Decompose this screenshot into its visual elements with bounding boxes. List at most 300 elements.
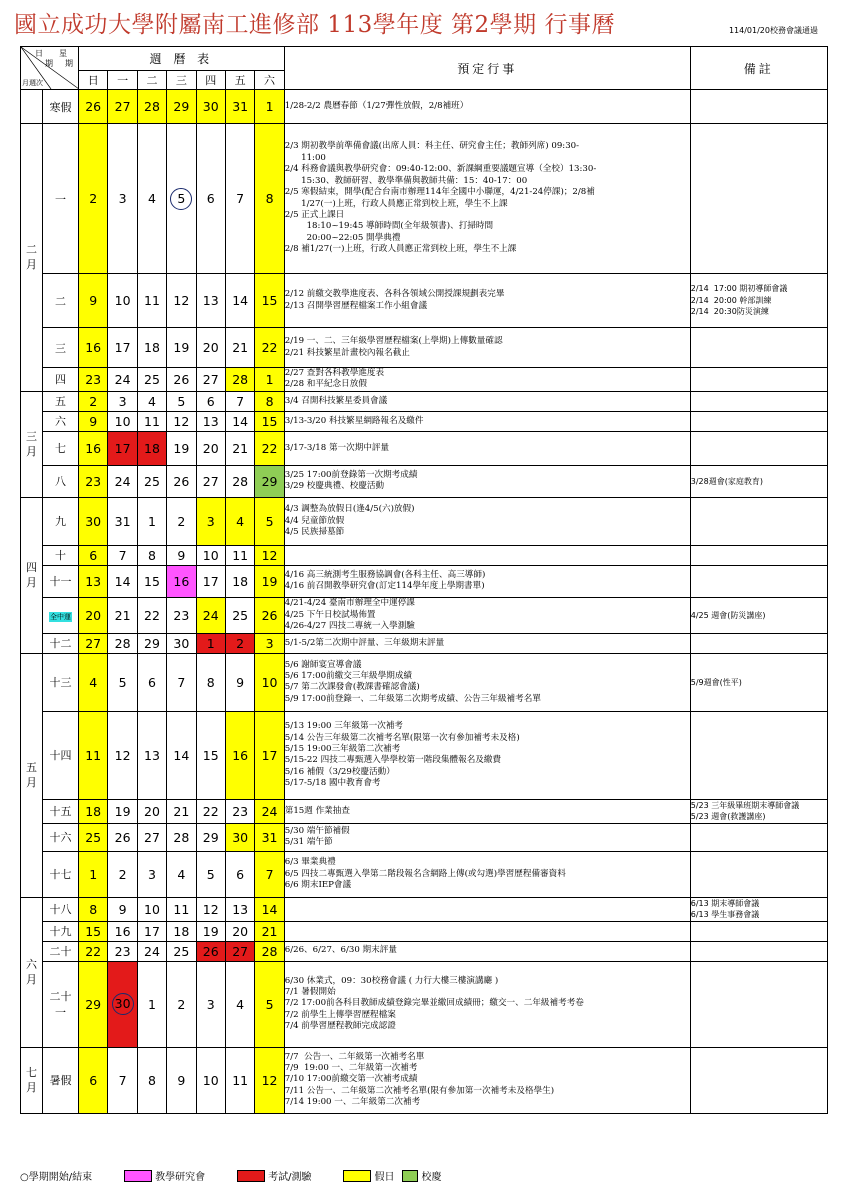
week-label: 十七: [43, 851, 79, 897]
day-cell: 19: [255, 565, 284, 597]
day-cell: 19: [108, 799, 137, 823]
calendar-row: [21, 1047, 828, 1113]
day-cell: 9: [108, 897, 137, 921]
day-cell: 20: [225, 921, 254, 941]
legend-anniversary: [402, 1168, 441, 1183]
day-cell: 1: [137, 961, 166, 1047]
day-cell: 22: [137, 597, 166, 633]
week-label: 暑假: [43, 1047, 79, 1113]
day-cell: 9: [167, 1047, 196, 1113]
day-cell: 22: [79, 941, 108, 961]
day-cell: 14: [225, 274, 254, 328]
day-cell: 8: [137, 545, 166, 565]
month-cell-feb: 二 月: [21, 124, 43, 392]
day-cell: 20: [79, 597, 108, 633]
day-cell: 18: [79, 799, 108, 823]
events-cell: 4/21-4/24 臺南市辦理全中運停課 4/25 下午日校試場佈置 4/26-4/27 四技二專統一入學測驗: [284, 597, 690, 633]
day-cell: 6: [79, 545, 108, 565]
legend-exam: [237, 1168, 311, 1183]
week-label: 六: [43, 411, 79, 431]
day-cell: 5: [108, 653, 137, 711]
week-label: 九: [43, 497, 79, 545]
notes-cell: 6/13 期末導師會議 6/13 學生事務會議: [690, 897, 827, 921]
day-cell: 10: [255, 653, 284, 711]
calendar-row: [21, 90, 828, 124]
week-label: 十四: [43, 711, 79, 799]
day-cell: 27: [108, 90, 137, 124]
day-cell: 19: [167, 328, 196, 368]
week-label: 十八: [43, 897, 79, 921]
day-cell: 8: [255, 124, 284, 274]
notes-cell: [690, 961, 827, 1047]
day-cell: 15: [137, 565, 166, 597]
calendar-table: [20, 46, 828, 1114]
day-cell: 15: [196, 711, 225, 799]
day-cell: 6: [225, 851, 254, 897]
day-cell: 8: [196, 653, 225, 711]
week-label: 八: [43, 465, 79, 497]
day-cell: 31: [225, 90, 254, 124]
day-header-fri: 五: [225, 71, 254, 90]
day-cell: 16: [79, 328, 108, 368]
month-cell-mar: 三 月: [21, 391, 43, 497]
calendar-row: [21, 823, 828, 851]
day-cell: 10: [108, 274, 137, 328]
calendar-row: [21, 368, 828, 392]
week-label: 十六: [43, 823, 79, 851]
day-cell: 17: [108, 328, 137, 368]
day-cell: 28: [255, 941, 284, 961]
events-cell: 6/26、6/27、6/30 期末評量: [284, 941, 690, 961]
day-cell: 27: [79, 633, 108, 653]
day-cell: 14: [255, 897, 284, 921]
corner-month-label: 月週次: [22, 79, 43, 87]
legend-anniversary-swatch: [402, 1170, 418, 1182]
day-cell: 15: [255, 411, 284, 431]
calendar-row: [21, 431, 828, 465]
day-cell: 7: [255, 851, 284, 897]
day-header-mon: 一: [108, 71, 137, 90]
day-cell: 18: [225, 565, 254, 597]
day-cell: 26: [167, 465, 196, 497]
day-cell: 31: [108, 497, 137, 545]
day-cell: 1: [196, 633, 225, 653]
events-cell: 7/7 公告一、二年級第一次補考名單 7/9 19:00 一、二年級第一次補考 7/10 17:00前繳交第一次補考成績 7/11 公告一、二年級第二次補考名單(限有參加第一次補考未及格學生) 7/14 19:00 一、二年級第二次補考: [284, 1047, 690, 1113]
notes-cell: [690, 431, 827, 465]
corner-diagonal: [21, 47, 79, 89]
day-cell: 25: [167, 941, 196, 961]
day-cell: 3: [196, 961, 225, 1047]
day-cell: 18: [167, 921, 196, 941]
notes-cell: [690, 545, 827, 565]
day-cell: 11: [137, 274, 166, 328]
week-label: 十二: [43, 633, 79, 653]
calendar-row: [21, 391, 828, 411]
calendar-row: [21, 545, 828, 565]
month-cell-may: 五 月: [21, 653, 43, 897]
day-cell: 24: [108, 465, 137, 497]
day-cell: 27: [137, 823, 166, 851]
week-label: 二十 一: [43, 961, 79, 1047]
day-cell: 4: [79, 653, 108, 711]
day-cell: 5: [196, 851, 225, 897]
day-cell: 26: [255, 597, 284, 633]
day-cell: 22: [255, 328, 284, 368]
events-cell: 3/4 召開科技繁星委員會議: [284, 391, 690, 411]
page-title: 國立成功大學附屬南工進修部 113學年度 第2學期 行事曆: [14, 12, 615, 38]
calendar-row: [21, 711, 828, 799]
day-cell: 9: [225, 653, 254, 711]
week-label: [43, 597, 79, 633]
calendar-row: [21, 411, 828, 431]
events-cell: 2/12 前繳交教學進度表、各科各領域公開授課規劃表完畢 2/13 召開學習歷程檔案工作小組會議: [284, 274, 690, 328]
day-cell: 4: [167, 851, 196, 897]
legend-start-end: [20, 1168, 92, 1183]
day-cell: 23: [225, 799, 254, 823]
day-cell: 24: [137, 941, 166, 961]
week-label: 十: [43, 545, 79, 565]
notes-cell: 4/25 週會(防災講座): [690, 597, 827, 633]
notes-cell: [690, 921, 827, 941]
legend-research-label: 教學研究會: [155, 1172, 206, 1183]
calendar-row: [21, 961, 828, 1047]
week-label: 寒假: [43, 90, 79, 124]
day-cell: 3: [137, 851, 166, 897]
events-cell: 第15週 作業抽查: [284, 799, 690, 823]
day-cell: 27: [196, 368, 225, 392]
notes-cell: [690, 1047, 827, 1113]
day-cell: 19: [167, 431, 196, 465]
day-cell: 21: [167, 799, 196, 823]
day-cell: 5: [167, 391, 196, 411]
day-cell: 3: [255, 633, 284, 653]
events-cell: 3/17-3/18 第一次期中評量: [284, 431, 690, 465]
day-cell: 12: [108, 711, 137, 799]
day-cell: 2: [79, 391, 108, 411]
day-cell: 4: [137, 124, 166, 274]
day-cell: 12: [196, 897, 225, 921]
day-cell: 30: [196, 90, 225, 124]
day-cell: 27: [225, 941, 254, 961]
day-cell: 17: [255, 711, 284, 799]
events-cell: 6/30 休業式，09：30校務會議 ( 力行大樓三樓演講廳 ) 7/1 暑假開始 7/2 17:00前各科目教師成績登錄完畢並繳回成績冊；繳交一、二年級補考考卷 7/2 前學生上傳學習歷程檔案 7/4 前學習歷程教師完成認證: [284, 961, 690, 1047]
day-cell: 25: [79, 823, 108, 851]
notes-cell: [690, 124, 827, 274]
week-label: 五: [43, 391, 79, 411]
day-cell: 7: [225, 124, 254, 274]
events-cell: 3/13-3/20 科技繁星網路報名及繳件: [284, 411, 690, 431]
day-cell: 28: [225, 368, 254, 392]
events-cell: 3/25 17:00前登錄第一次期考成績 3/29 校慶典禮、校慶活動: [284, 465, 690, 497]
month-cell-apr: 四 月: [21, 497, 43, 653]
day-cell: 28: [108, 633, 137, 653]
day-cell: 21: [225, 328, 254, 368]
day-cell: 2: [167, 497, 196, 545]
legend-holiday-label: 假日: [374, 1172, 395, 1183]
day-cell: 2: [225, 633, 254, 653]
calendar-row: [21, 941, 828, 961]
day-cell: 13: [79, 565, 108, 597]
day-cell: 18: [137, 431, 166, 465]
day-cell: 23: [79, 368, 108, 392]
day-cell: 17: [137, 921, 166, 941]
day-cell: 19: [196, 921, 225, 941]
calendar-row: [21, 465, 828, 497]
day-cell: 15: [79, 921, 108, 941]
day-cell: 29: [255, 465, 284, 497]
calendar-row: [21, 897, 828, 921]
day-cell: 17: [108, 431, 137, 465]
corner-period-label: 期: [45, 59, 53, 68]
legend-holiday-swatch: [343, 1170, 371, 1182]
day-cell: 3: [108, 391, 137, 411]
day-header-wed: 三: [167, 71, 196, 90]
events-cell: 6/3 畢業典禮 6/5 四技二專甄選入學第二階段報名含網路上傳(或勾選)學習歷程備審資料 6/6 期末IEP會議: [284, 851, 690, 897]
day-cell: 8: [255, 391, 284, 411]
notes-cell: 3/28週會(家庭教育): [690, 465, 827, 497]
day-cell: 6: [137, 653, 166, 711]
notes-cell: [690, 411, 827, 431]
day-cell: 30: [167, 633, 196, 653]
events-header: 預定行事: [284, 47, 690, 90]
day-cell: 24: [255, 799, 284, 823]
day-cell: 28: [225, 465, 254, 497]
events-cell: 5/30 端午節補假 5/31 端午節: [284, 823, 690, 851]
day-cell: 2: [167, 961, 196, 1047]
day-cell: 22: [196, 799, 225, 823]
notes-cell: [690, 328, 827, 368]
day-cell: [108, 961, 137, 1047]
day-cell: 18: [137, 328, 166, 368]
corner-day-label: 日: [35, 49, 43, 58]
calendar-row: [21, 921, 828, 941]
day-cell: 27: [196, 465, 225, 497]
day-header-sat: 六: [255, 71, 284, 90]
month-cell-jun: 六 月: [21, 897, 43, 1047]
notes-cell: [690, 941, 827, 961]
notes-cell: [690, 633, 827, 653]
corner-header: [21, 47, 79, 90]
calendar-row: [21, 328, 828, 368]
day-cell: 20: [137, 799, 166, 823]
notes-cell: [690, 851, 827, 897]
day-cell: 29: [79, 961, 108, 1047]
day-cell: 4: [225, 961, 254, 1047]
legend-start-end-label: ○學期開始/結束: [20, 1172, 93, 1183]
day-cell: 5: [255, 497, 284, 545]
day-cell: 16: [108, 921, 137, 941]
day-cell: 9: [167, 545, 196, 565]
day-cell: 13: [196, 274, 225, 328]
day-cell: 24: [108, 368, 137, 392]
legend-anniversary-label: 校慶: [421, 1172, 442, 1183]
day-cell: 7: [167, 653, 196, 711]
day-cell: 2: [108, 851, 137, 897]
notes-header: 備註: [690, 47, 827, 90]
day-cell: 14: [225, 411, 254, 431]
events-cell: 5/1-5/2第二次期中評量、三年級期末評量: [284, 633, 690, 653]
day-header-tue: 二: [137, 71, 166, 90]
day-cell: 4: [225, 497, 254, 545]
calendar-row: [21, 124, 828, 274]
day-cell: 11: [167, 897, 196, 921]
day-cell: 3: [108, 124, 137, 274]
week-label: 七: [43, 431, 79, 465]
day-cell: 1: [255, 90, 284, 124]
day-cell: 11: [225, 1047, 254, 1113]
day-cell: 16: [225, 711, 254, 799]
calendar-row: [21, 597, 828, 633]
week-label: 四: [43, 368, 79, 392]
day-cell: 13: [196, 411, 225, 431]
day-cell: 26: [108, 823, 137, 851]
day-cell: 8: [137, 1047, 166, 1113]
day-cell: 23: [167, 597, 196, 633]
day-cell: 17: [196, 565, 225, 597]
day-cell: 14: [167, 711, 196, 799]
day-cell: 26: [79, 90, 108, 124]
events-cell: 2/19 一、二、三年級學習歷程檔案(上學期)上傳數量確認 2/21 科技繁星計畫校內報名截止: [284, 328, 690, 368]
calendar-row: [21, 799, 828, 823]
month-cell-jul: 七 月: [21, 1047, 43, 1113]
events-cell: [284, 545, 690, 565]
week-label: 三: [43, 328, 79, 368]
day-cell: 1: [137, 497, 166, 545]
week-table-header: 週 曆 表: [79, 47, 285, 71]
corner-period2-label: 期: [65, 59, 73, 68]
day-cell: 13: [137, 711, 166, 799]
day-cell: 23: [108, 941, 137, 961]
day-cell: 13: [225, 897, 254, 921]
day-cell: 9: [79, 274, 108, 328]
day-cell: 21: [225, 431, 254, 465]
day-cell: 24: [196, 597, 225, 633]
day-cell: 22: [255, 431, 284, 465]
day-cell: 20: [196, 431, 225, 465]
day-cell: 15: [255, 274, 284, 328]
day-cell: 28: [137, 90, 166, 124]
day-cell: 16: [79, 431, 108, 465]
calendar-row: [21, 653, 828, 711]
calendar-row: [21, 497, 828, 545]
calendar-row: [21, 851, 828, 897]
events-cell: 2/27 查對各科教學進度表 2/28 和平紀念日放假: [284, 368, 690, 392]
notes-cell: [690, 711, 827, 799]
events-cell: 4/16 高三統測考生服務協調會(各科主任、高三導師) 4/16 前召開教學研究會(訂定114學年度上學期書單): [284, 565, 690, 597]
legend-exam-swatch: [237, 1170, 265, 1182]
events-cell: 2/3 期初教學前準備會議(出席人員：科主任、研究會主任；教師列席) 09:30- 11:00 2/4 科務會議與教學研究會：09:40-12:00、新課綱重要議題宣導（全校）13:30- 15:30、教師研習、教學準備與教師共備：15：40-17：00 2/5 寒假結束，開學(配合台南市辦理114年全國中小聯運，4/21-24停課)；2/8補 1/27(一)上班，行政人員應正常到校上班，學生不上課 2/5 正式上課日 18:10~19:45 導師時間(全年級領書)、打掃時間 20:00~22:05 開學典禮 2/8 補1/27(一)上班，行政人員應正常到校上班，學生不上課: [284, 124, 690, 274]
day-cell: 12: [167, 411, 196, 431]
day-cell: [167, 124, 196, 274]
notes-cell: [690, 565, 827, 597]
day-cell: 10: [196, 545, 225, 565]
notes-cell: [690, 90, 827, 124]
day-cell: 16: [167, 565, 196, 597]
legend-research-swatch: [124, 1170, 152, 1182]
day-cell: 14: [108, 565, 137, 597]
day-cell: 7: [108, 1047, 137, 1113]
week-label: 十九: [43, 921, 79, 941]
day-cell: 11: [137, 411, 166, 431]
day-cell: 4: [137, 391, 166, 411]
day-cell: 29: [196, 823, 225, 851]
day-cell: 29: [137, 633, 166, 653]
day-cell: 10: [196, 1047, 225, 1113]
day-cell: 1: [255, 368, 284, 392]
day-cell: 28: [167, 823, 196, 851]
day-cell: 10: [108, 411, 137, 431]
approval-note: 114/01/20校務會議通過: [728, 26, 818, 35]
legend-exam-label: 考試/測驗: [268, 1172, 312, 1183]
day-cell: 26: [196, 941, 225, 961]
day-cell: 7: [108, 545, 137, 565]
day-cell: 20: [196, 328, 225, 368]
week-label-badge: 全中運: [50, 612, 71, 621]
day-cell: 30: [79, 497, 108, 545]
day-header-sun: 日: [79, 71, 108, 90]
events-cell: [284, 897, 690, 921]
week-label: 二: [43, 274, 79, 328]
notes-cell: 5/9週會(性平): [690, 653, 827, 711]
day-cell: 7: [225, 391, 254, 411]
day-cell: 12: [167, 274, 196, 328]
day-cell: 10: [137, 897, 166, 921]
week-label: 一: [43, 124, 79, 274]
day-cell: 25: [137, 465, 166, 497]
day-cell: 6: [196, 124, 225, 274]
month-cell-blank: [21, 90, 43, 124]
day-cell: 9: [79, 411, 108, 431]
notes-cell: [690, 368, 827, 392]
day-cell: 25: [225, 597, 254, 633]
week-label: 十一: [43, 565, 79, 597]
day-cell: 21: [255, 921, 284, 941]
events-cell: 4/3 調整為放假日(逢4/5(六)放假) 4/4 兒童節放假 4/5 民族掃墓節: [284, 497, 690, 545]
semester-marker-circle: 5: [170, 188, 192, 210]
day-cell: 21: [108, 597, 137, 633]
notes-cell: 2/14 17:00 期初導師會議 2/14 20:00 幹部訓練 2/14 20:30防災演練: [690, 274, 827, 328]
day-cell: 30: [225, 823, 254, 851]
events-cell: 1/28-2/2 農曆春節（1/27彈性放假，2/8補班）: [284, 90, 690, 124]
legend-research: [124, 1168, 205, 1183]
calendar-row: [21, 633, 828, 653]
events-cell: 5/13 19:00 三年級第一次補考 5/14 公告三年級第二次補考名單(限第一次有參加補考未及格) 5/15 19:00三年級第二次補考 5/15-22 四技二專甄選入學學校第一階段集體報名及繳費 5/16 補假（3/29校慶活動） 5/17-5/18 國中教育會考: [284, 711, 690, 799]
notes-cell: 5/23 三年級畢班期末導師會議 5/23 週會(救護講座): [690, 799, 827, 823]
calendar-row: [21, 565, 828, 597]
semester-marker-circle: 30: [112, 993, 134, 1015]
day-header-thu: 四: [196, 71, 225, 90]
calendar-row: [21, 274, 828, 328]
corner-star-label: 星: [59, 49, 67, 58]
events-cell: [284, 921, 690, 941]
week-label: 二十: [43, 941, 79, 961]
day-cell: 5: [255, 961, 284, 1047]
day-cell: 3: [196, 497, 225, 545]
day-cell: 11: [225, 545, 254, 565]
day-cell: 31: [255, 823, 284, 851]
week-label: 十五: [43, 799, 79, 823]
day-cell: 2: [79, 124, 108, 274]
day-cell: 12: [255, 1047, 284, 1113]
day-cell: 25: [137, 368, 166, 392]
day-cell: 23: [79, 465, 108, 497]
legend-holiday: [343, 1168, 394, 1183]
day-cell: 6: [79, 1047, 108, 1113]
day-cell: 29: [167, 90, 196, 124]
day-cell: 8: [79, 897, 108, 921]
events-cell: 5/6 謝師宴宣導會議 5/6 17:00前繳交三年級學期成績 5/7 第二次課發會(教課書確認會議) 5/9 17:00前登錄一、二年級第二次期考成績、公告三年級補考名單: [284, 653, 690, 711]
notes-cell: [690, 391, 827, 411]
